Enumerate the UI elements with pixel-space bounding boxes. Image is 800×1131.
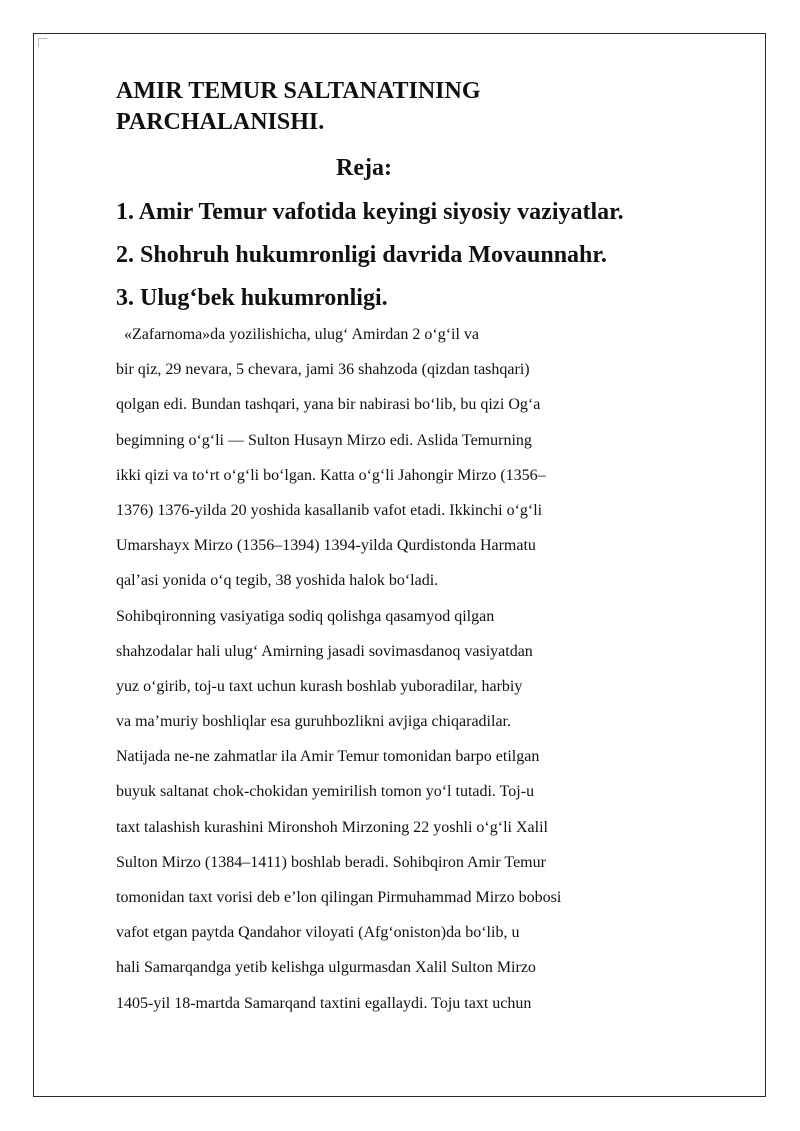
body-line: «Zafarnoma»da yozilishicha, ulug‘ Amirdan 2 o‘g‘il va [124,326,480,343]
title-line-2: PARCHALANISHI. [116,109,325,135]
title-line-1: AMIR TEMUR SALTANATINING [116,78,481,104]
plan-item-2: 2. Shohruh hukumronligi davrida Movaunnahr. [116,242,607,268]
body-line: vafot etgan paytda Qandahor viloyati (Afg‘oniston)da bo‘lib, u [116,924,520,942]
document-content [116,76,716,1029]
body-line: Natijada ne-ne zahmatlar ila Amir Temur tomonidan barpo etilgan [116,748,540,766]
body-line: shahzodalar hali ulug‘ Amirning jasadi sovimasdanoq vasiyatdan [116,642,533,660]
plan-heading: Reja: [336,155,392,181]
body-text [116,325,716,1029]
body-line: va ma’muriy boshliqlar esa guruhbozlikni avjiga chiqaradilar. [116,713,511,731]
body-line: tomonidan taxt vorisi deb e’lon qilingan Pirmuhammad Mirzo bobosi [116,889,562,906]
body-line: 1405-yil 18-martda Samarqand taxtini egallaydi. Toju taxt uchun [116,994,532,1012]
body-line: begimning o‘g‘li — Sulton Husayn Mirzo edi. Aslida Temurning [116,431,532,449]
page-corner-mark [38,38,47,47]
plan-item-1: 1. Amir Temur vafotida keyingi siyosiy vaziyatlar. [116,199,624,225]
body-line: qolgan edi. Bundan tashqari, yana bir nabirasi bo‘lib, bu qizi Og‘a [116,396,541,414]
body-line: ikki qizi va to‘rt o‘g‘li bo‘lgan. Katta o‘g‘li Jahongir Mirzo (1356– [116,466,546,484]
plan-item-3: 3. Ulug‘bek hukumronligi. [116,285,388,311]
body-line: taxt talashish kurashini Mironshoh Mirzoning 22 yoshli o‘g‘li Xalil [116,818,548,836]
body-line: yuz o‘girib, toj-u taxt uchun kurash boshlab yuboradilar, harbiy [116,677,523,695]
body-line: qal’asi yonida o‘q tegib, 38 yoshida halok bo‘ladi. [116,572,439,590]
body-line: Sohibqironning vasiyatiga sodiq qolishga qasamyod qilgan [116,607,495,625]
body-line: Sulton Mirzo (1384–1411) boshlab beradi. Sohibqiron Amir Temur [116,853,546,871]
body-line: 1376) 1376-yilda 20 yoshida kasallanib vafot etadi. Ikkinchi o‘g‘li [116,501,543,519]
body-line: buyuk saltanat chok-chokidan yemirilish tomon yo‘l tutadi. Toj-u [116,783,535,801]
body-line: Umarshayx Mirzo (1356–1394) 1394-yilda Qurdistonda Harmatu [116,537,536,555]
body-line: hali Samarqandga yetib kelishga ulgurmasdan Xalil Sulton Mirzo [116,959,536,977]
document-title [116,76,716,138]
body-line: bir qiz, 29 nevara, 5 chevara, jami 36 shahzoda (qizdan tashqari) [116,361,530,379]
